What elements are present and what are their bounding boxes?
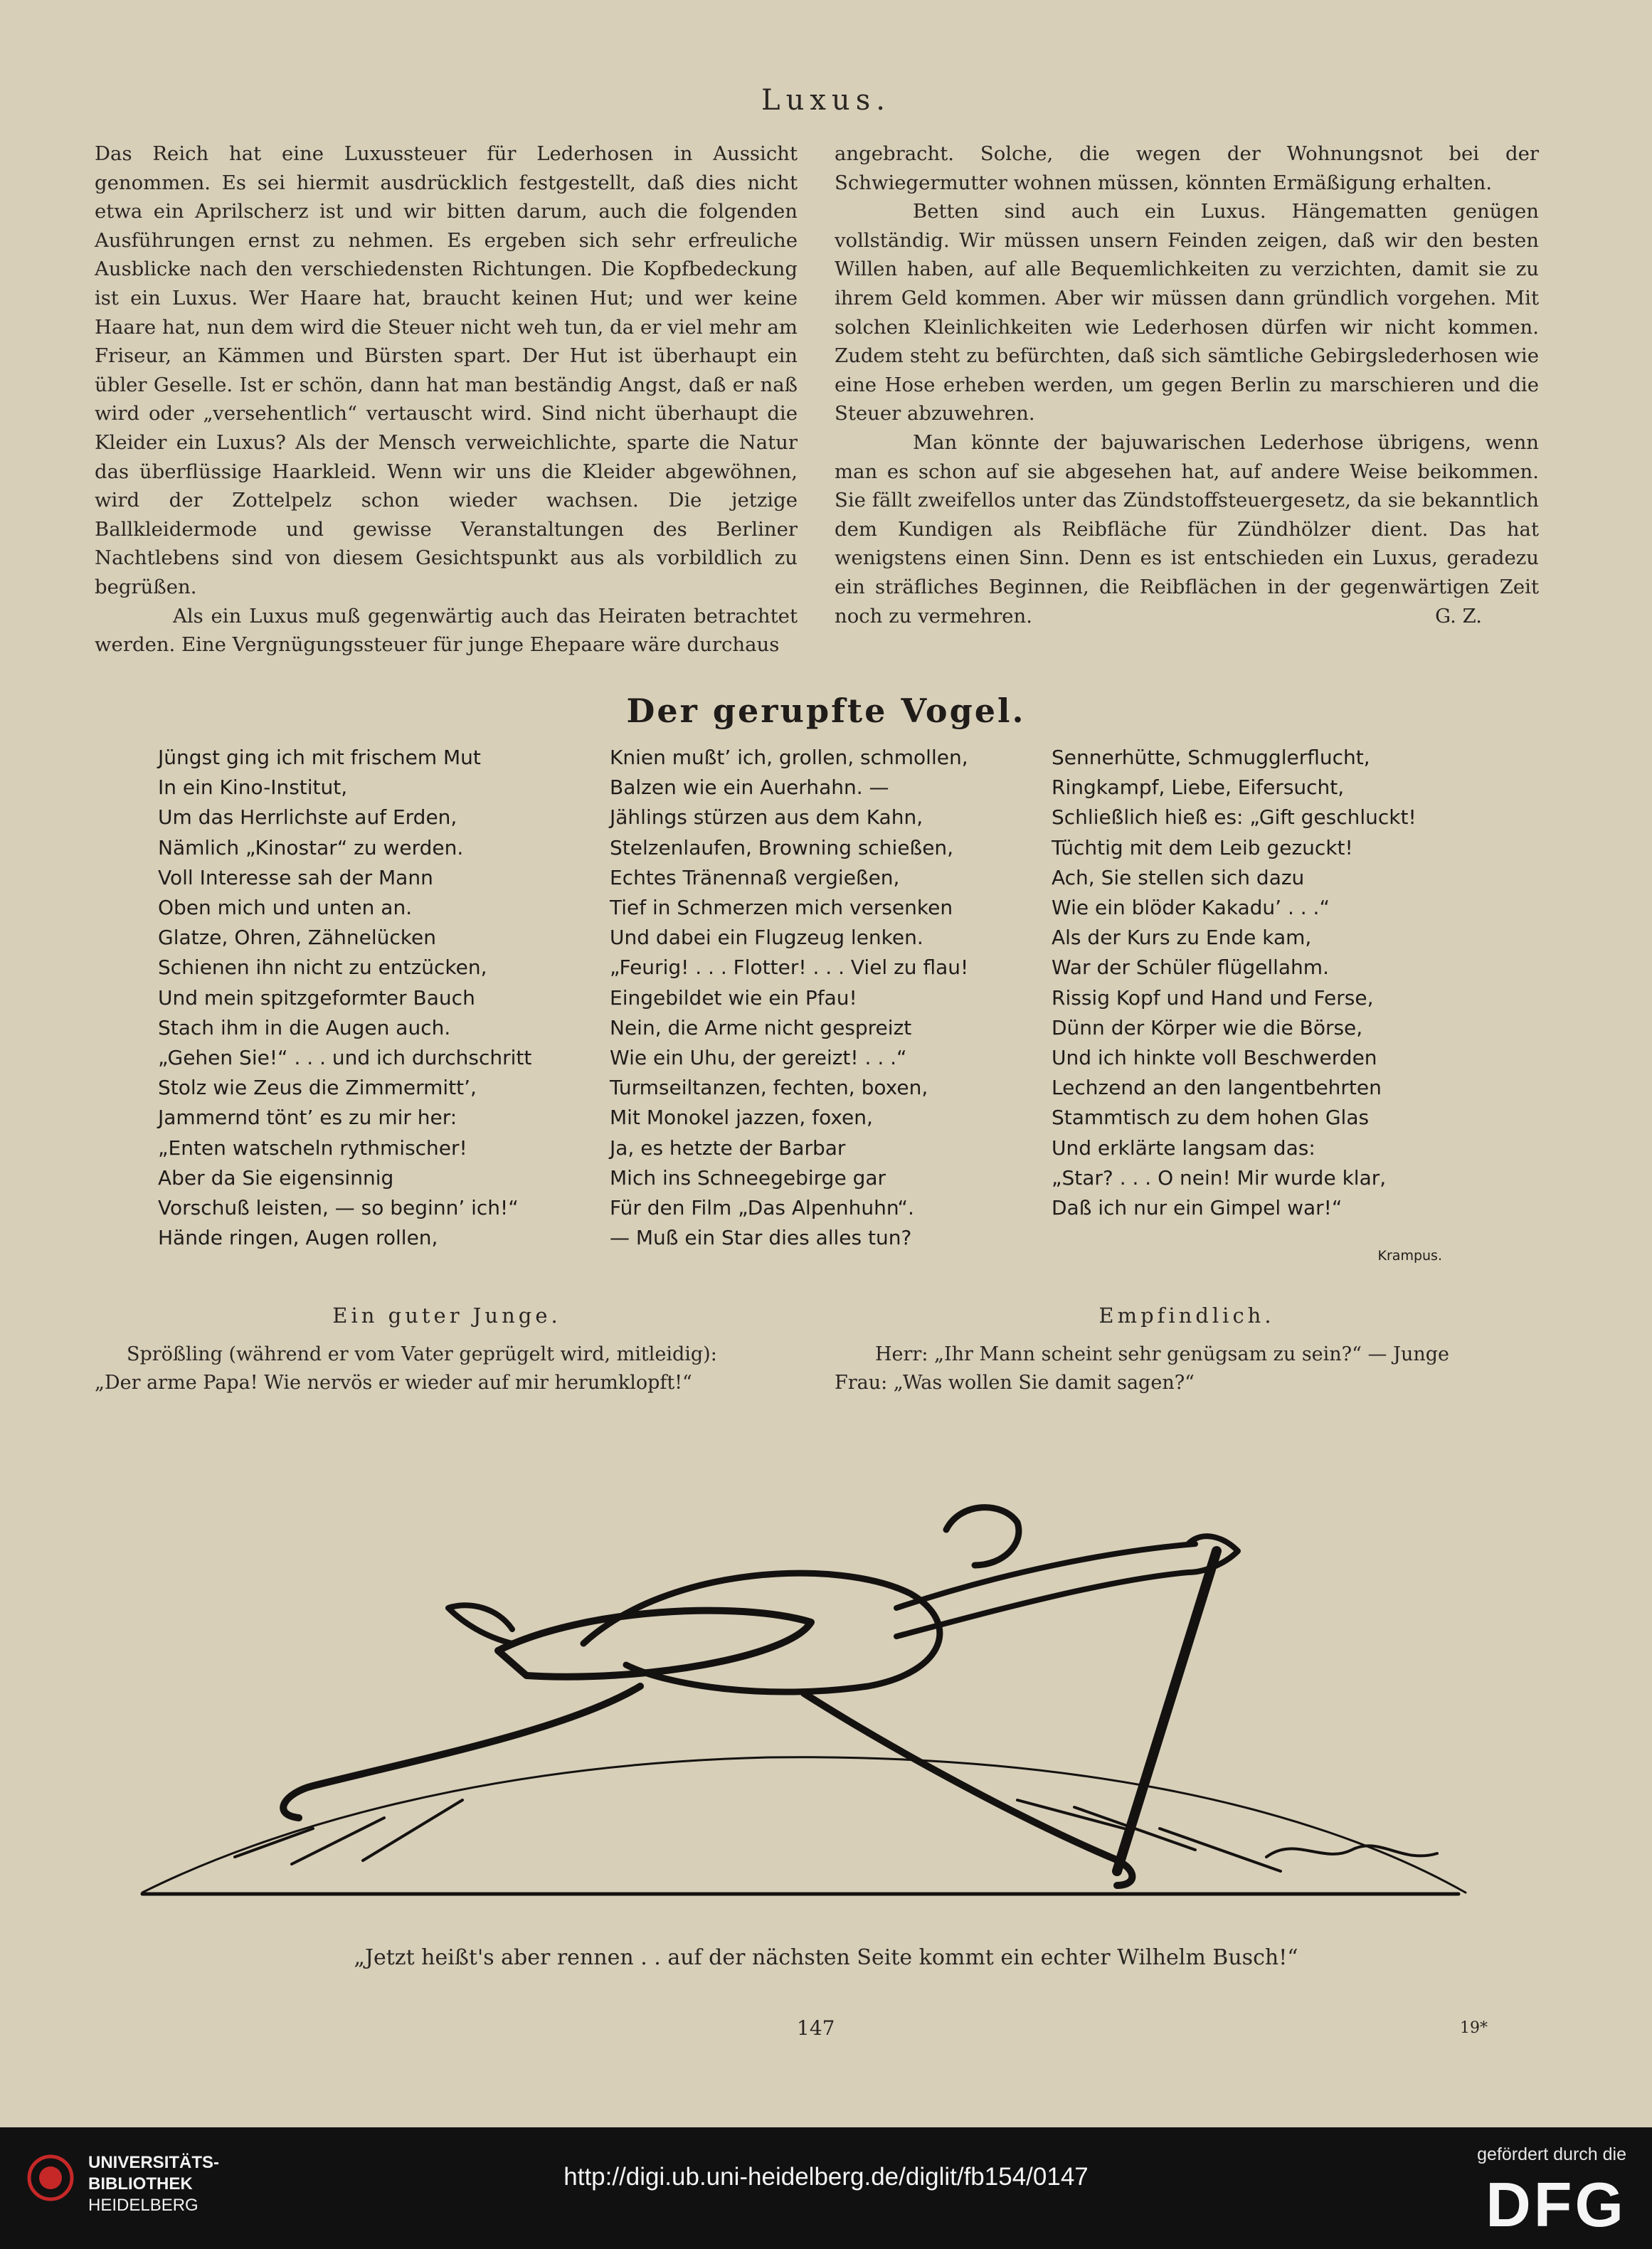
poem-line: Mich ins Schneegebirge gar bbox=[610, 1165, 886, 1190]
sheet-mark: 19* bbox=[1460, 2019, 1488, 2037]
poem-line: „Gehen Sie!“ . . . und ich durchschritt bbox=[158, 1046, 532, 1070]
article-column-right bbox=[835, 139, 1539, 631]
poem-line: Eingebildet wie ein Pfau! bbox=[610, 985, 857, 1010]
article-paragraph: Als ein Luxus muß gegenwärtig auch das Heiraten betrachtet werden. Eine Vergnügungssteuer für junge Ehepaare wäre durchaus bbox=[95, 604, 798, 657]
leg-front bbox=[804, 1693, 1132, 1885]
walking-stick bbox=[1117, 1551, 1217, 1871]
poem-line: Oben mich und unten an. bbox=[158, 896, 413, 920]
poem-line: Stach ihm in die Augen auch. bbox=[158, 1015, 451, 1039]
article-paragraph: Man könnte der bajuwarischen Lederhose übrigens, wenn man es schon auf sie abgesehen hat, auf andere Weise beikommen. Sie fällt zweifellos unter das Zündstoffsteuergesetz, da sie bekanntlich dem Kundigen als Reibfläche für Zündhölzer dient. Das hat wenigstens einen Sinn. Denn es ist entschieden ein Luxus, geradezu ein sträfliches Beginnen, die Reibflächen in der gegenwärtigen Zeit noch zu vermehren. bbox=[835, 430, 1539, 628]
poem-line: Ja, es hetzte der Barbar bbox=[610, 1136, 846, 1160]
viewer-footer bbox=[0, 2127, 1652, 2249]
article-signature: G. Z. bbox=[1435, 605, 1482, 628]
joke-right-line-2: Frau: „Was wollen Sie damit sagen?“ bbox=[835, 1372, 1195, 1394]
poem-line: Vorschuß leisten, — so beginn’ ich!“ bbox=[158, 1196, 519, 1220]
poem-line: Sennerhütte, Schmugglerflucht, bbox=[1052, 746, 1370, 769]
poem-line: Turmseiltanzen, fechten, boxen, bbox=[610, 1076, 928, 1100]
poem-line: Stelzenlaufen, Browning schießen, bbox=[610, 835, 954, 859]
poem-title: Der gerupfte Vogel. bbox=[626, 692, 1026, 730]
poem-line: Aber da Sie eigensinnig bbox=[158, 1165, 394, 1190]
poem-line: Für den Film „Das Alpenhuhn“. bbox=[610, 1196, 914, 1220]
poem-line: Voll Interesse sah der Mann bbox=[158, 865, 433, 889]
poem-line: Ringkampf, Liebe, Eifersucht, bbox=[1052, 776, 1345, 800]
poem-line: Echtes Tränennaß vergießen, bbox=[610, 865, 900, 889]
page-number: 147 bbox=[797, 2016, 835, 2040]
illustration-caption: „Jetzt heißt's aber rennen . . auf der nächsten Seite kommt ein echter Wilhelm Busch!“ bbox=[354, 1945, 1298, 1970]
funding-note: gefördert durch die bbox=[1477, 2144, 1626, 2164]
leg-back bbox=[283, 1686, 640, 1818]
arm-outstretched bbox=[896, 1544, 1195, 1636]
poem-line: Mit Monokel jazzen, foxen, bbox=[610, 1106, 873, 1130]
cartoon-illustration bbox=[128, 1430, 1473, 1921]
library-name-line-1: UNIVERSITÄTS- bbox=[88, 2153, 220, 2172]
hat-brim bbox=[498, 1611, 811, 1677]
joke-right-line-1: Herr: „Ihr Mann scheint sehr genügsam zu sein?“ — Junge bbox=[875, 1343, 1449, 1365]
poem-line: Tüchtig mit dem Leib gezuckt! bbox=[1052, 835, 1353, 859]
poem-line: Nein, die Arme nicht gespreizt bbox=[610, 1015, 912, 1039]
poem-line: „Feurig! . . . Flotter! . . . Viel zu flau! bbox=[610, 956, 969, 980]
poem-line: Stolz wie Zeus die Zimmermitt’, bbox=[158, 1076, 477, 1100]
poem-line: — Muß ein Star dies alles tun? bbox=[610, 1226, 912, 1250]
poem-line: „Enten watscheln rythmischer! bbox=[158, 1136, 467, 1160]
permalink-url[interactable]: http://digi.ub.uni-heidelberg.de/diglit/fb154/0147 bbox=[563, 2163, 1089, 2191]
poem-line: Stammtisch zu dem hohen Glas bbox=[1052, 1106, 1370, 1130]
joke-left-line-1: Sprößling (während er vom Vater geprügelt wird, mitleidig): bbox=[127, 1343, 717, 1365]
poem-line: Um das Herrlichste auf Erden, bbox=[158, 805, 457, 830]
poem-column-1 bbox=[158, 743, 531, 1253]
poem-line: War der Schüler flügellahm. bbox=[1052, 956, 1329, 980]
article-paragraph: Betten sind auch ein Luxus. Hängematten genügen vollständig. Wir müssen unsern Feinden zeigen, daß wir den besten Willen haben, auf alle Bequemlichkeiten zu verzichten, damit sie zu ihrem Geld kommen. Aber wir müssen dann gründlich vorgehen. Mit solchen Kleinlichkeiten wie Lederhosen dürfen wir nicht kommen. Zudem steht zu befürchten, daß sich sämtliche Gebirgslederhosen wie eine Hose erheben werden, um gegen Berlin zu marschieren und die Steuer abzuwehren. bbox=[835, 200, 1539, 425]
poem-line: In ein Kino-Institut, bbox=[158, 776, 348, 800]
poem-line: Als der Kurs zu Ende kam, bbox=[1052, 926, 1312, 950]
library-name-line-3: HEIDELBERG bbox=[88, 2196, 198, 2215]
poem-line: Jammernd tönt’ es zu mir her: bbox=[158, 1106, 457, 1130]
poem-line: Und mein spitzgeformter Bauch bbox=[158, 985, 475, 1010]
poem-line: Schienen ihn nicht zu entzücken, bbox=[158, 956, 487, 980]
poem-line: Und dabei ein Flugzeug lenken. bbox=[610, 926, 923, 950]
head bbox=[946, 1508, 1019, 1565]
poem-line: Tief in Schmerzen mich versenken bbox=[610, 896, 953, 920]
poem-line: Lechzend an den langentbehrten bbox=[1052, 1076, 1382, 1100]
article-column-left bbox=[95, 139, 798, 660]
poem-line: Und erklärte langsam das: bbox=[1052, 1136, 1315, 1160]
joke-title-right: Empfindlich. bbox=[1098, 1303, 1275, 1328]
joke-title-left: Ein guter Junge. bbox=[332, 1303, 561, 1328]
poem-line: Knien mußt’ ich, grollen, schmollen, bbox=[610, 746, 968, 769]
poem-line: Dünn der Körper wie die Börse, bbox=[1052, 1015, 1363, 1039]
poem-line: Nämlich „Kinostar“ zu werden. bbox=[158, 835, 464, 859]
poem-line: Rissig Kopf und Hand und Ferse, bbox=[1052, 985, 1374, 1010]
library-name-line-2: BIBLIOTHEK bbox=[88, 2174, 193, 2194]
hand-left bbox=[448, 1605, 512, 1644]
poem-line: „Star? . . . O nein! Mir wurde klar, bbox=[1052, 1165, 1387, 1190]
poem-line: Hände ringen, Augen rollen, bbox=[158, 1226, 438, 1250]
poem-line: Daß ich nur ein Gimpel war!“ bbox=[1052, 1196, 1343, 1220]
dfg-logo: DFG bbox=[1486, 2169, 1626, 2240]
poem-line: Wie ein blöder Kakadu’ . . .“ bbox=[1052, 896, 1330, 920]
article-paragraph: Das Reich hat eine Luxussteuer für Lederhosen in Aussicht genommen. Es sei hiermit ausdrücklich festgestellt, daß dies nicht etwa ein Aprilscherz ist und wir bitten darum, auch die folgenden Ausführungen ernst zu nehmen. Es ergeben sich sehr erfreuliche Ausblicke nach den verschiedensten Richtungen. Die Kopfbedeckung ist ein Luxus. Wer Haare hat, braucht keinen Hut; und wer keine Haare hat, nun dem wird die Steuer nicht weh tun, da er viel mehr am Friseur, an Kämmen und Bürsten spart. Der Hut ist überhaupt ein übler Geselle. Ist er schön, dann hat man beständig Angst, daß er naß wird oder „versehentlich“ vertauscht wird. Sind nicht überhaupt die Kleider ein Luxus? Als der Mensch verweichlichte, sparte die Natur das überflüssige Haarkleid. Wenn wir uns die Kleider abgewöhnen, wird der Zottelpelz schon wieder wachsen. Die jetzige Ballkleidermode und gewisse Veranstaltungen des Berliner Nachtlebens sind von diesem Gesichtspunkt aus als vorbildlich zu begrüßen. bbox=[95, 142, 798, 598]
article-paragraph: angebracht. Solche, die wegen der Wohnungsnot bei der Schwiegermutter wohnen müssen, könnten Ermäßigung erhalten. bbox=[835, 142, 1539, 194]
poem-line: Schließlich hieß es: „Gift geschluckt! bbox=[1052, 805, 1417, 830]
poem-line: Wie ein Uhu, der gereizt! . . .“ bbox=[610, 1046, 907, 1070]
poem-column-3 bbox=[1052, 743, 1417, 1223]
poem-line: Balzen wie ein Auerhahn. — bbox=[610, 776, 889, 800]
artist-signature bbox=[1266, 1846, 1437, 1857]
poem-line: Ach, Sie stellen sich dazu bbox=[1052, 865, 1305, 889]
poem-line: Glatze, Ohren, Zähnelücken bbox=[158, 926, 436, 950]
article-title: Luxus. bbox=[761, 84, 891, 117]
poem-line: Jählings stürzen aus dem Kahn, bbox=[610, 805, 923, 830]
poem-line: Jüngst ging ich mit frischem Mut bbox=[158, 746, 481, 769]
poem-line: Und ich hinkte voll Beschwerden bbox=[1052, 1046, 1377, 1070]
poem-author: Krampus. bbox=[1377, 1248, 1442, 1264]
poem-column-2 bbox=[610, 743, 968, 1253]
joke-left-line-2: „Der arme Papa! Wie nervös er wieder auf mir herumklopft!“ bbox=[95, 1372, 692, 1394]
